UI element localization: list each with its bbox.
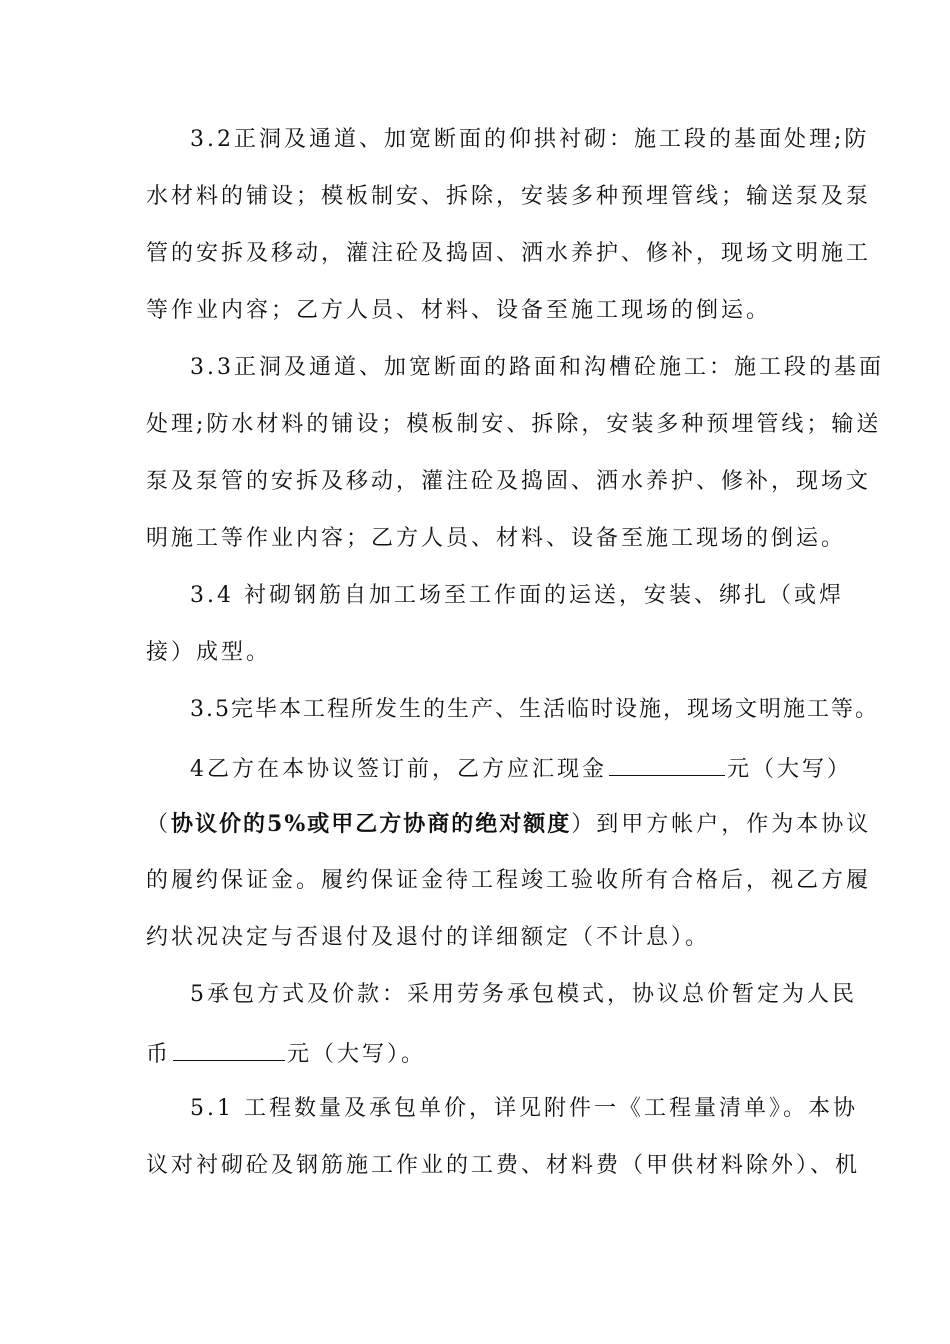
para-5-text-a: 币 [146, 1042, 172, 1067]
para-4-line-4: 约状况决定与否退付及退付的详细额定（不计息）。 [146, 925, 711, 950]
para-4-bold-text: 协议价的5%或甲乙方协商的绝对额度 [171, 811, 572, 837]
para-3-3-line-3: 泵及泵管的安拆及移动，灌注砼及捣固、洒水养护、修补，现场文 [146, 469, 872, 494]
para-3-2-line-3: 管的安拆及移动，灌注砼及捣固、洒水养护、修补，现场文明施工 [146, 241, 872, 266]
para-3-2-line-1: 3.2正洞及通道、加宽断面的仰拱衬砌：施工段的基面处理;防 [190, 127, 870, 152]
para-3-3-line-4: 明施工等作业内容；乙方人员、材料、设备至施工现场的倒运。 [146, 526, 847, 551]
para-4-text-a: 4乙方在本协议签订前，乙方应汇现金 [190, 757, 607, 782]
para-3-3-line-2: 处理;防水材料的铺设；模板制安、拆除，安装多种预埋管线；输送 [146, 412, 882, 437]
para-3-3-line-1: 3.3正洞及通道、加宽断面的路面和沟槽砼施工：施工段的基面 [190, 355, 884, 380]
para-5-text-b: 元（大写）。 [287, 1042, 427, 1067]
para-3-5-line-1: 3.5完毕本工程所发生的生产、生活临时设施，现场文明施工等。 [190, 697, 879, 722]
amount-blank [609, 753, 725, 776]
para-3-2-line-4: 等作业内容；乙方人员、材料、设备至施工现场的倒运。 [146, 298, 772, 323]
para-3-4-line-2: 接）成型。 [146, 640, 272, 665]
para-5-line-1: 5承包方式及价款：采用劳务承包模式，协议总价暂定为人民 [190, 982, 857, 1007]
para-4-line-2 [146, 810, 872, 839]
para-4-text-b: 元（大写） [727, 757, 853, 782]
para-4-line-3: 的履约保证金。履约保证金待工程竣工验收所有合格后，视乙方履 [146, 868, 872, 893]
para-4-line-1 [190, 753, 853, 784]
para-5-1-line-2: 议对衬砌砼及钢筋施工作业的工费、材料费（甲供材料除外）、机 [146, 1153, 861, 1178]
para-4-open-paren: （ [146, 812, 172, 837]
para-5-1-line-1: 5.1 工程数量及承包单价，详见附件一《工程量清单》。本协 [190, 1096, 858, 1121]
price-blank [173, 1038, 285, 1061]
para-4-rest-text: ）到甲方帐户，作为本协议 [571, 812, 872, 837]
para-3-4-line-1: 3.4 衬砌钢筋自加工场至工作面的运送，安装、绑扎（或焊 [190, 583, 844, 608]
para-3-2-line-2: 水材料的铺设；模板制安、拆除，安装多种预埋管线；输送泵及泵 [146, 184, 872, 209]
para-5-line-2 [146, 1038, 826, 1069]
